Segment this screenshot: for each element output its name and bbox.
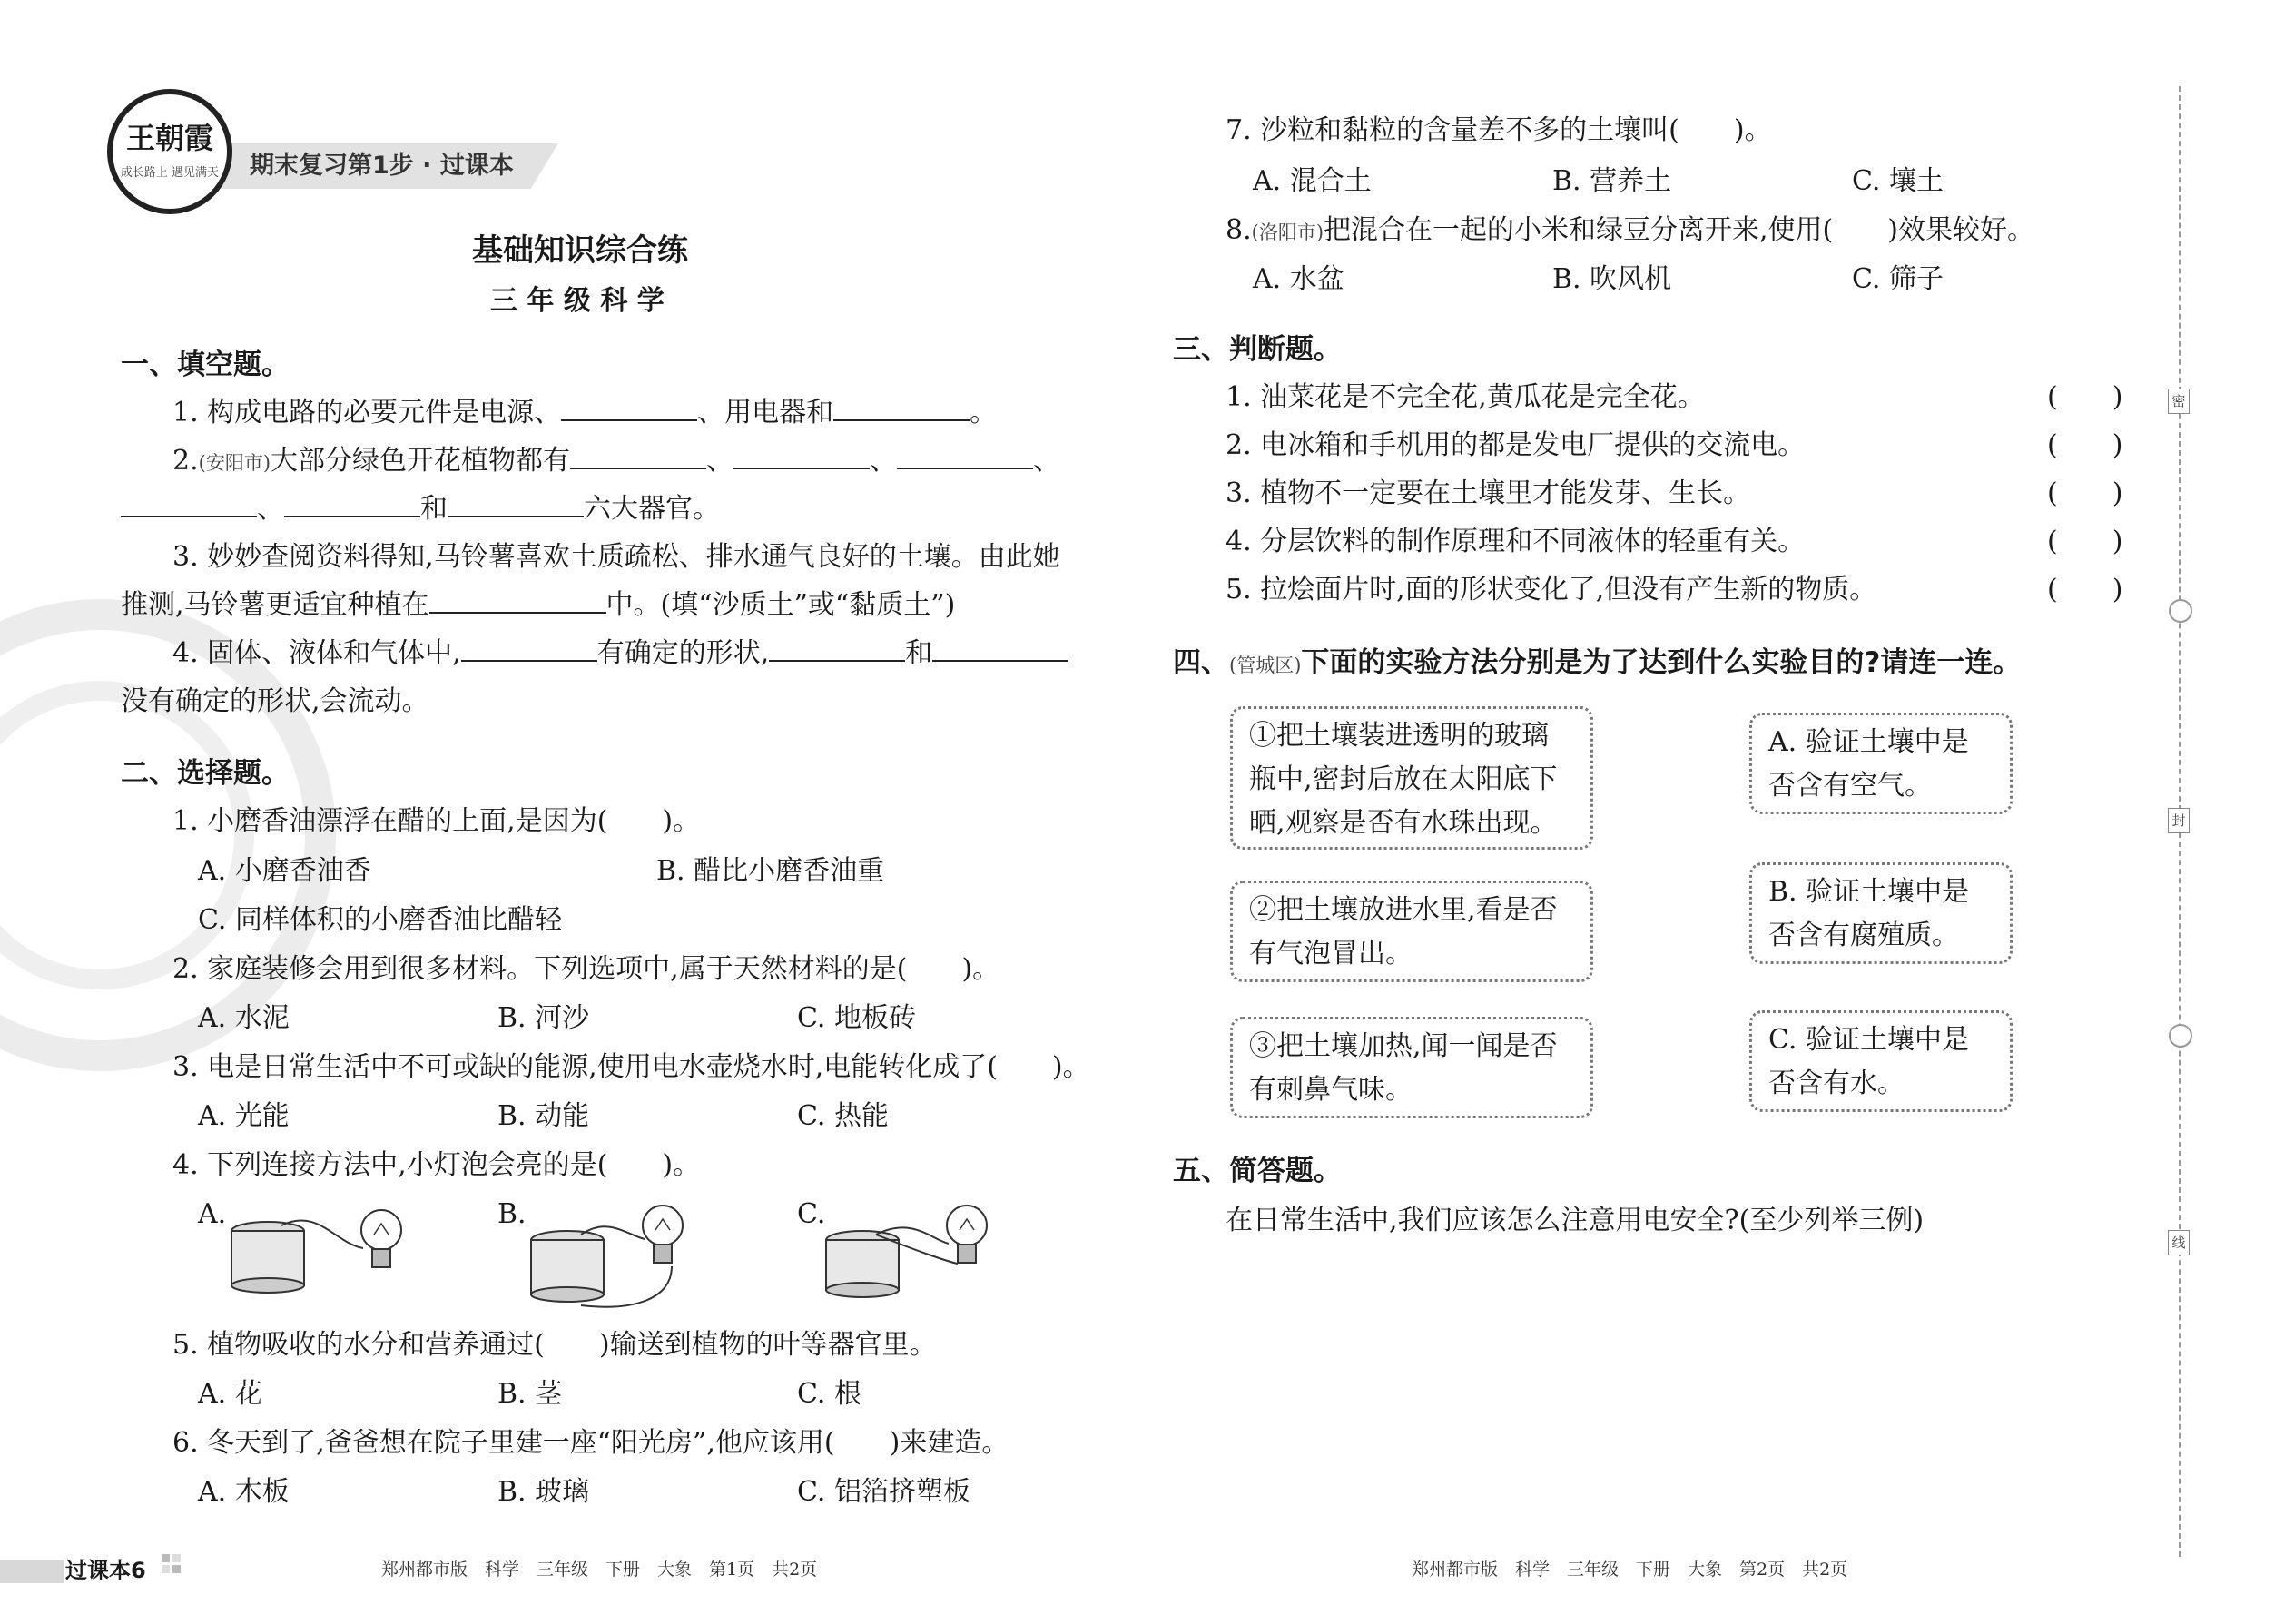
blank[interactable] (570, 444, 706, 469)
circuit-diagram-c (822, 1198, 1030, 1298)
blank[interactable] (284, 492, 420, 517)
footer-stripe (0, 1560, 64, 1583)
blank[interactable] (121, 492, 257, 517)
q2-3-option-b[interactable]: B. 动能 (497, 1100, 590, 1132)
judge-paren-3[interactable]: ( ) (2047, 477, 2123, 509)
blank[interactable] (429, 588, 606, 614)
q2-3-option-a[interactable]: A. 光能 (198, 1100, 290, 1132)
blank[interactable] (932, 636, 1068, 662)
q2-7-option-a[interactable]: A. 混合土 (1253, 165, 1372, 197)
answer-area[interactable] (1226, 1253, 2133, 1525)
q1-2-sep: 、 (1033, 445, 1061, 477)
q2-7-stem: 7. 沙粒和黏粒的含量差不多的土壤叫( )。 (1226, 114, 1772, 146)
q1-1-text-b: 、用电器和 (697, 397, 834, 428)
blank[interactable] (733, 444, 870, 469)
judge-paren-5[interactable]: ( ) (2047, 574, 2123, 605)
q2-8-option-c[interactable]: C. 筛子 (1852, 263, 1944, 295)
page-subtitle: 三 年 级 科 学 (490, 285, 665, 317)
q1-4-text-a: 4. 固体、液体和气体中, (172, 637, 461, 669)
method-box-3[interactable]: ③把土壤加热,闻一闻是否有刺鼻气味。 (1230, 1017, 1593, 1118)
q2-6-option-b[interactable]: B. 玻璃 (497, 1476, 590, 1508)
q2-5-option-c[interactable]: C. 根 (797, 1378, 861, 1410)
q1-4 (172, 635, 1068, 672)
short-answer-question: 在日常生活中,我们应该怎么注意用电安全?(至少列举三例) (1226, 1205, 1925, 1236)
brand-logo-motto: 成长路上 遇见满天 (120, 166, 220, 180)
section3-heading: 三、判断题。 (1173, 333, 1342, 366)
q2-1-option-b[interactable]: B. 醋比小磨香油重 (656, 855, 885, 887)
circuit-diagram-b (527, 1198, 735, 1316)
q2-2-stem: 2. 家庭装修会用到很多材料。下列选项中,属于天然材料的是( )。 (172, 953, 1000, 985)
q1-2-text: 大部分绿色开花植物都有 (271, 445, 571, 477)
judge-paren-4[interactable]: ( ) (2047, 526, 2123, 557)
brand-logo (107, 89, 232, 214)
q1-3-line2 (121, 587, 955, 624)
judge-item-5: 5. 拉烩面片时,面的形状变化了,但没有产生新的物质。 (1226, 574, 1877, 605)
judge-paren-1[interactable]: ( ) (2047, 381, 2123, 413)
q2-1-stem: 1. 小磨香油漂浮在醋的上面,是因为( )。 (172, 805, 701, 837)
blank[interactable] (769, 636, 905, 662)
blank[interactable] (897, 444, 1033, 469)
q2-5-option-a[interactable]: A. 花 (198, 1378, 262, 1410)
q1-2-sep: 、 (706, 445, 734, 477)
blank[interactable] (561, 396, 697, 421)
q1-3-text-b: 中。(填“沙质土”或“黏质土”) (605, 589, 956, 621)
q1-2-end: 六大器官。 (584, 493, 720, 525)
header-banner-text: 期末复习第1步 · 过课本 (250, 152, 514, 180)
q2-6-stem: 6. 冬天到了,爸爸想在院子里建一座“阳光房”,他应该用( )来建造。 (172, 1427, 1009, 1459)
q2-2-option-c[interactable]: C. 地板砖 (797, 1002, 916, 1034)
q2-8 (1226, 212, 2034, 251)
q2-5-stem: 5. 植物吸收的水分和营养通过( )输送到植物的叶等器官里。 (172, 1329, 937, 1361)
q1-2-line2 (121, 491, 720, 527)
q1-2-sep: 、 (257, 493, 284, 525)
q2-2-option-b[interactable]: B. 河沙 (497, 1002, 590, 1034)
q2-8-num: 8. (1226, 214, 1252, 246)
binding-hole-icon (2169, 599, 2192, 623)
q2-4-option-b[interactable]: B. (497, 1198, 527, 1230)
section4-heading-text: 下面的实验方法分别是为了达到什么实验目的?请连一连。 (1301, 646, 2022, 679)
q1-1 (172, 395, 997, 431)
region-tag: (洛阳市) (1251, 221, 1324, 243)
method-box-1[interactable]: ①把土壤装进透明的玻璃瓶中,密封后放在太阳底下晒,观察是否有水珠出现。 (1230, 706, 1593, 850)
judge-item-2: 2. 电冰箱和手机用的都是发电厂提供的交流电。 (1226, 429, 1806, 461)
q2-3-stem: 3. 电是日常生活中不可或缺的能源,使用电水壶烧水时,电能转化成了( )。 (172, 1051, 1090, 1083)
binding-hole-icon (2169, 1024, 2192, 1048)
region-tag: (安阳市) (198, 452, 271, 474)
side-mark-feng: 封 (2168, 808, 2190, 833)
region-tag: (管城区) (1229, 655, 1302, 676)
page-title: 基础知识综合练 (472, 232, 688, 269)
q2-2-option-a[interactable]: A. 水泥 (198, 1002, 290, 1034)
method-box-2[interactable]: ②把土壤放进水里,看是否有气泡冒出。 (1230, 881, 1593, 982)
blank[interactable] (461, 636, 597, 662)
q1-3-line1: 3. 妙妙查阅资料得知,马铃薯喜欢土质疏松、排水通气良好的土壤。由此她 (172, 541, 1060, 573)
brand-logo-text: 王朝霞 (125, 121, 213, 155)
q2-6-option-c[interactable]: C. 铝箔挤塑板 (797, 1476, 970, 1508)
q2-7-option-c[interactable]: C. 壤土 (1852, 165, 1944, 197)
section2-heading: 二、选择题。 (121, 757, 290, 790)
q2-8-stem: 把混合在一起的小米和绿豆分离开来,使用( )效果较好。 (1324, 214, 2034, 246)
q1-2-sep: 、 (870, 445, 898, 477)
side-mark-xian: 线 (2168, 1230, 2190, 1255)
footer-grid-icon (162, 1554, 183, 1581)
q1-4-text-b: 有确定的形状, (596, 637, 770, 669)
q2-4-option-a[interactable]: A. (198, 1198, 227, 1230)
footer-label: 过课本6 (65, 1558, 146, 1583)
judge-paren-2[interactable]: ( ) (2047, 429, 2123, 461)
section5-heading: 五、简答题。 (1173, 1155, 1342, 1187)
q2-4-option-c[interactable]: C. (797, 1198, 826, 1230)
circuit-diagram-a (227, 1198, 436, 1298)
purpose-box-c[interactable]: C. 验证土壤中是否含有水。 (1749, 1010, 2013, 1112)
q1-2-and: 和 (420, 493, 448, 525)
q2-1-option-c[interactable]: C. 同样体积的小磨香油比醋轻 (198, 904, 562, 936)
q2-7-option-b[interactable]: B. 营养土 (1552, 165, 1672, 197)
section1-heading: 一、填空题。 (121, 349, 290, 381)
judge-item-1: 1. 油菜花是不完全花,黄瓜花是完全花。 (1226, 381, 1705, 413)
footer-left-info: 郑州都市版 科学 三年级 下册 大象 第1页 共2页 (381, 1560, 818, 1580)
judge-item-3: 3. 植物不一定要在土壤里才能发芽、生长。 (1226, 477, 1751, 509)
purpose-box-b[interactable]: B. 验证土壤中是否含有腐殖质。 (1749, 862, 2013, 964)
side-mark-mi: 密 (2168, 389, 2190, 414)
q2-6-option-a[interactable]: A. 木板 (198, 1476, 290, 1508)
q1-4-line2: 没有确定的形状,会流动。 (121, 685, 429, 717)
q1-1-text-a: 1. 构成电路的必要元件是电源、 (172, 397, 562, 428)
q2-5-option-b[interactable]: B. 茎 (497, 1378, 563, 1410)
blank[interactable] (448, 492, 584, 517)
q1-2-num: 2. (172, 445, 199, 477)
q2-3-option-c[interactable]: C. 热能 (797, 1100, 889, 1132)
q1-3-text-a: 推测,马铃薯更适宜种植在 (121, 589, 429, 621)
q1-2 (172, 443, 1060, 481)
q1-1-text-c: 。 (970, 397, 998, 428)
purpose-box-a[interactable]: A. 验证土壤中是否含有空气。 (1749, 713, 2013, 814)
q2-8-option-b[interactable]: B. 吹风机 (1552, 263, 1672, 295)
q2-8-option-a[interactable]: A. 水盆 (1253, 263, 1344, 295)
blank[interactable] (833, 396, 970, 421)
judge-item-4: 4. 分层饮料的制作原理和不同液体的轻重有关。 (1226, 526, 1806, 557)
q2-4-stem: 4. 下列连接方法中,小灯泡会亮的是( )。 (172, 1149, 701, 1181)
q1-4-text-c: 和 (905, 637, 933, 669)
footer-right-info: 郑州都市版 科学 三年级 下册 大象 第2页 共2页 (1412, 1560, 1848, 1580)
section4-heading (1173, 645, 2021, 684)
q2-1-option-a[interactable]: A. 小磨香油香 (198, 855, 371, 887)
section4-heading-num: 四、 (1173, 646, 1229, 679)
